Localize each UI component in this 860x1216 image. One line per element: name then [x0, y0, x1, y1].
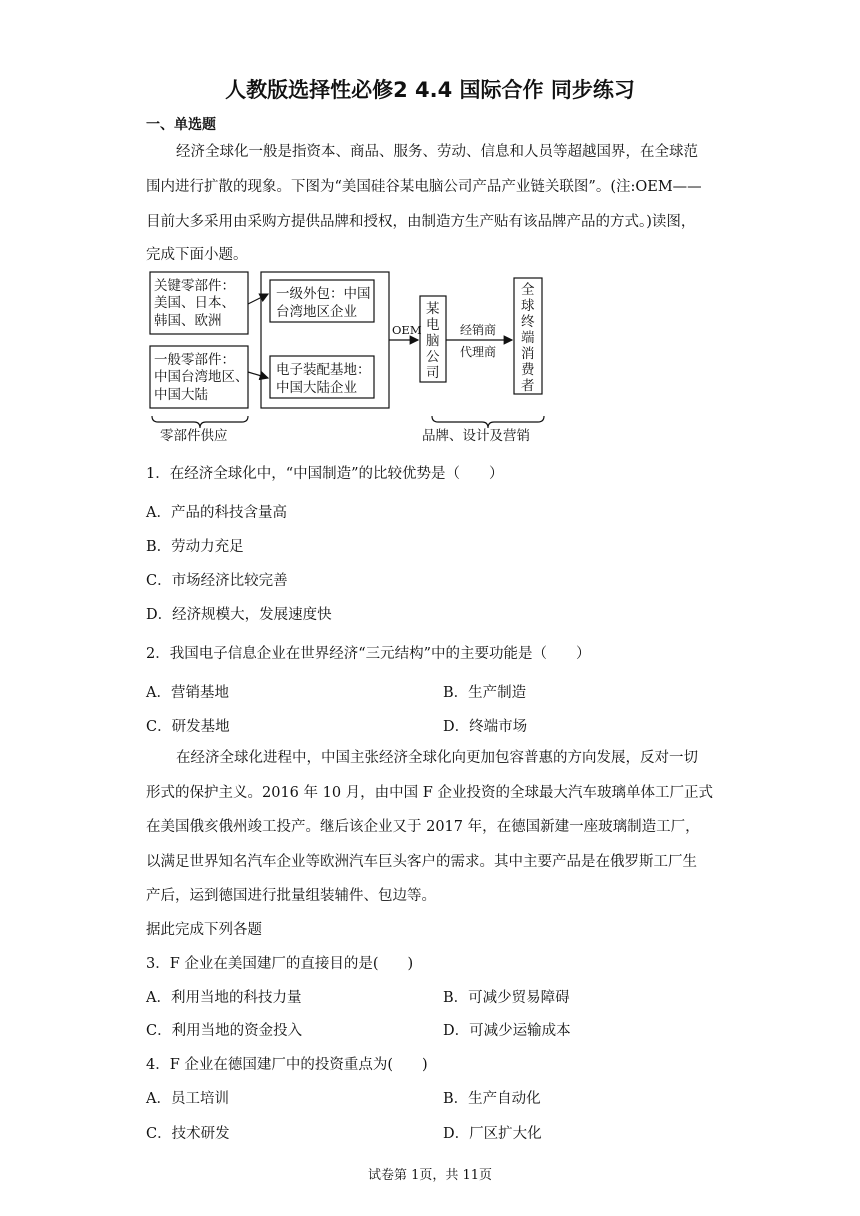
q2-option-a: A．营销基地: [146, 685, 229, 701]
q1-option-a: A．产品的科技含量高: [146, 505, 287, 521]
consumers-char-1: 全: [521, 282, 535, 298]
instruction: 据此完成下列各题: [146, 922, 262, 938]
consumers-char-4: 端: [521, 330, 535, 346]
q4-option-d: D．厂区扩大化: [443, 1126, 542, 1142]
passage2-line-4: 以满足世界知名汽车企业等欧洲汽车巨头客户的需求。其中主要产品是在俄罗斯工厂生: [146, 854, 697, 870]
company-char-2: 电: [426, 317, 440, 333]
q1-option-b: B．劳动力充足: [146, 539, 244, 555]
q3-stem: 3．F 企业在美国建厂的直接目的是( ): [146, 956, 414, 972]
q1-option-c: C．市场经济比较完善: [146, 573, 288, 589]
intro-line-2: 围内进行扩散的现象。下图为“美国硅谷某电脑公司产品产业链关联图”。(注:OEM——: [146, 179, 702, 195]
dealer-label: 经销商: [460, 323, 497, 337]
q4-option-b: B．生产自动化: [443, 1091, 541, 1107]
outsourcing-line-2: 台湾地区企业: [276, 304, 357, 320]
key-parts-line-1: 关键零部件：: [154, 278, 235, 294]
industry-chain-diagram: [140, 268, 560, 446]
assembly-line-2: 中国大陆企业: [276, 380, 357, 396]
company-char-1: 某: [426, 301, 440, 317]
agent-label: 代理商: [460, 345, 497, 359]
intro-line-3: 目前大多采用由采购方提供品牌和授权，由制造方生产贴有该品牌产品的方式。)读图，: [146, 214, 696, 230]
section-heading: 一、单选题: [146, 117, 216, 133]
consumers-char-7: 者: [521, 378, 535, 394]
q1-option-d: D．经济规模大，发展速度快: [146, 607, 332, 623]
q3-option-d: D．可减少运输成本: [443, 1023, 571, 1039]
general-parts-line-1: 一般零部件：: [154, 352, 235, 368]
passage2-line-5: 产后，运到德国进行批量组装辅件、包边等。: [146, 888, 436, 904]
general-parts-line-2: 中国台湾地区、: [154, 369, 249, 385]
q2-option-c: C．研发基地: [146, 719, 230, 735]
parts-supply-label: 零部件供应: [160, 428, 228, 444]
intro-line-1: 经济全球化一般是指资本、商品、服务、劳动、信息和人员等超越国界，在全球范: [176, 144, 698, 160]
q3-option-b: B．可减少贸易障碍: [443, 990, 570, 1006]
passage2-line-2: 形式的保护主义。2016 年 10 月，由中国 F 企业投资的全球最大汽车玻璃单体工厂正式: [146, 785, 713, 801]
general-parts-line-3: 中国大陆: [154, 387, 208, 403]
company-char-5: 司: [426, 365, 440, 381]
q3-option-a: A．利用当地的科技力量: [146, 990, 302, 1006]
q4-option-a: A．员工培训: [146, 1091, 229, 1107]
passage2-line-1: 在经济全球化进程中，中国主张经济全球化向更加包容普惠的方向发展，反对一切: [176, 750, 698, 766]
key-parts-line-2: 美国、日本、: [154, 295, 235, 311]
q2-stem: 2．我国电子信息企业在世界经济“三元结构”中的主要功能是（ ）: [146, 646, 591, 662]
intro-line-4: 完成下面小题。: [146, 247, 248, 263]
passage2-line-3: 在美国俄亥俄州竣工投产。继后该企业又于 2017 年，在德国新建一座玻璃制造工厂，: [146, 819, 700, 835]
company-char-4: 公: [426, 349, 440, 365]
q4-stem: 4．F 企业在德国建厂中的投资重点为( ): [146, 1057, 428, 1073]
consumers-char-3: 终: [521, 314, 535, 330]
q2-option-b: B．生产制造: [443, 685, 527, 701]
consumers-char-6: 费: [521, 362, 535, 378]
page-title: 人教版选择性必修2 4.4 国际合作 同步练习: [225, 78, 635, 102]
q3-option-c: C．利用当地的资金投入: [146, 1023, 303, 1039]
key-parts-line-3: 韩国、欧洲: [154, 313, 222, 329]
consumers-char-2: 球: [521, 298, 535, 314]
q4-option-c: C．技术研发: [146, 1126, 230, 1142]
page-footer: 试卷第 1页，共 11页: [367, 1168, 493, 1183]
outsourcing-line-1: 一级外包：中国: [276, 286, 371, 302]
company-char-3: 脑: [426, 333, 440, 349]
brand-label: 品牌、设计及营销: [422, 428, 530, 444]
assembly-line-1: 电子装配基地：: [276, 362, 371, 378]
q2-option-d: D．终端市场: [443, 719, 528, 735]
consumers-char-5: 消: [521, 346, 535, 362]
oem-label: OEM: [392, 323, 422, 337]
q1-stem: 1．在经济全球化中，“中国制造”的比较优势是（ ）: [146, 466, 504, 482]
